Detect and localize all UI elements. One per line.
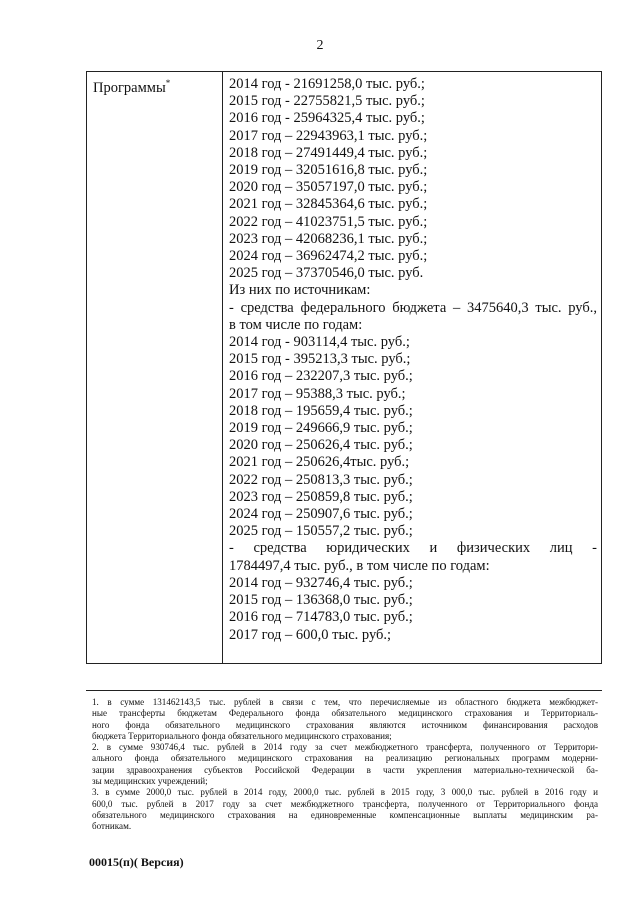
funding-line: 2016 год – 232207,3 тыс. руб.; bbox=[229, 368, 413, 385]
funding-line: 2023 год – 42068236,1 тыс. руб.; bbox=[229, 230, 428, 247]
footnote-line: 3. в сумме 2000,0 тыс. рублей в 2014 году, 2000,0 тыс. рублей в 2015 году, 3 000,0 тыс. рублей в 2016 году и bbox=[92, 787, 598, 798]
funding-line: 2019 год – 249666,9 тыс. руб.; bbox=[229, 420, 413, 437]
row-label: Программы bbox=[93, 79, 166, 96]
funding-line: 2022 год – 250813,3 тыс. руб.; bbox=[229, 471, 413, 488]
funding-line: Из них по источникам: bbox=[229, 282, 371, 299]
footnote-line: ные трансферты бюджетам Федерального фонда обязательного медицинского страхования и Территориаль- bbox=[92, 708, 598, 719]
funding-line: 2017 год – 600,0 тыс. руб.; bbox=[229, 626, 392, 643]
footnote-line: 600,0 тыс. рублей в 2017 году за счет межбюджетного трансферта, полученного от Территориального фонда bbox=[92, 798, 598, 809]
program-funding-table bbox=[86, 71, 602, 664]
funding-line: 2023 год – 250859,8 тыс. руб.; bbox=[229, 488, 413, 505]
page-number: 2 bbox=[316, 38, 324, 53]
funding-lines bbox=[229, 76, 597, 644]
footnote-line: ального фонда обязательного медицинского страхования на реализацию региональных программ модерни- bbox=[92, 753, 598, 764]
footnote-line: обязательного медицинского страхования на единовременные компенсационные выплаты медицинским ра- bbox=[92, 809, 598, 820]
footnote-separator bbox=[86, 690, 602, 691]
footnote-line: бюджета Территориального фонда обязательного медицинского страхования; bbox=[92, 730, 392, 741]
footnote-line: 2. в сумме 930746,4 тыс. рублей в 2014 году за счет межбюджетного трансферта, полученного от Территори- bbox=[92, 742, 598, 753]
funding-line: 2015 год - 22755821,5 тыс. руб.; bbox=[229, 93, 425, 110]
funding-line: 2022 год – 41023751,5 тыс. руб.; bbox=[229, 213, 428, 230]
funding-line: 2021 год – 250626,4тыс. руб.; bbox=[229, 454, 410, 471]
funding-line: 2025 год – 37370546,0 тыс. руб. bbox=[229, 265, 424, 282]
footnote-line: ботникам. bbox=[92, 821, 132, 832]
footnote-line: ного фонда обязательного медицинского страхования являются источником финансирования расходов bbox=[92, 719, 598, 730]
row-label-cell bbox=[93, 78, 170, 97]
funding-line: 2024 год – 250907,6 тыс. руб.; bbox=[229, 506, 413, 523]
funding-line: - средства юридических и физических лиц - bbox=[229, 540, 597, 557]
funding-line: в том числе по годам: bbox=[229, 316, 363, 333]
funding-line: 1784497,4 тыс. руб., в том числе по годам: bbox=[229, 557, 490, 574]
funding-line: 2018 год – 27491449,4 тыс. руб.; bbox=[229, 144, 428, 161]
funding-line: 2021 год – 32845364,6 тыс. руб.; bbox=[229, 196, 428, 213]
row-label-footnote-mark: * bbox=[165, 78, 171, 88]
footnotes bbox=[92, 697, 598, 833]
funding-line: 2025 год – 150557,2 тыс. руб.; bbox=[229, 523, 413, 540]
funding-line: 2015 год – 136368,0 тыс. руб.; bbox=[229, 592, 413, 609]
funding-line: 2016 год – 714783,0 тыс. руб.; bbox=[229, 609, 413, 626]
funding-line: 2017 год – 95388,3 тыс. руб.; bbox=[229, 385, 406, 402]
document-code: 00015(п)( Версия) bbox=[89, 855, 184, 869]
column-divider bbox=[222, 72, 223, 663]
funding-line: 2017 год – 22943963,1 тыс. руб.; bbox=[229, 127, 428, 144]
funding-line: 2019 год – 32051616,8 тыс. руб.; bbox=[229, 162, 428, 179]
footnote-line: 1. в сумме 131462143,5 тыс. рублей в связи с тем, что перечисляемые из областного бюджета межбюджет- bbox=[92, 697, 598, 707]
funding-line: 2014 год - 903114,4 тыс. руб.; bbox=[229, 334, 410, 351]
funding-line: - средства федерального бюджета – 3475640,3 тыс. руб., bbox=[229, 299, 597, 316]
funding-line: 2018 год – 195659,4 тыс. руб.; bbox=[229, 402, 413, 419]
footnote-line: зы медицинских учреждений; bbox=[92, 776, 208, 787]
funding-line: 2014 год – 932746,4 тыс. руб.; bbox=[229, 574, 413, 591]
funding-line: 2020 год – 35057197,0 тыс. руб.; bbox=[229, 179, 428, 196]
funding-line: 2020 год – 250626,4 тыс. руб.; bbox=[229, 437, 413, 454]
funding-line: 2014 год - 21691258,0 тыс. руб.; bbox=[229, 76, 425, 92]
footnote-line: зации здравоохранения субъектов Российской Федерации в части укрепления материально-технической ба- bbox=[92, 764, 598, 775]
funding-line: 2016 год - 25964325,4 тыс. руб.; bbox=[229, 110, 425, 127]
funding-line: 2015 год - 395213,3 тыс. руб.; bbox=[229, 351, 411, 368]
funding-line: 2024 год – 36962474,2 тыс. руб.; bbox=[229, 248, 428, 265]
